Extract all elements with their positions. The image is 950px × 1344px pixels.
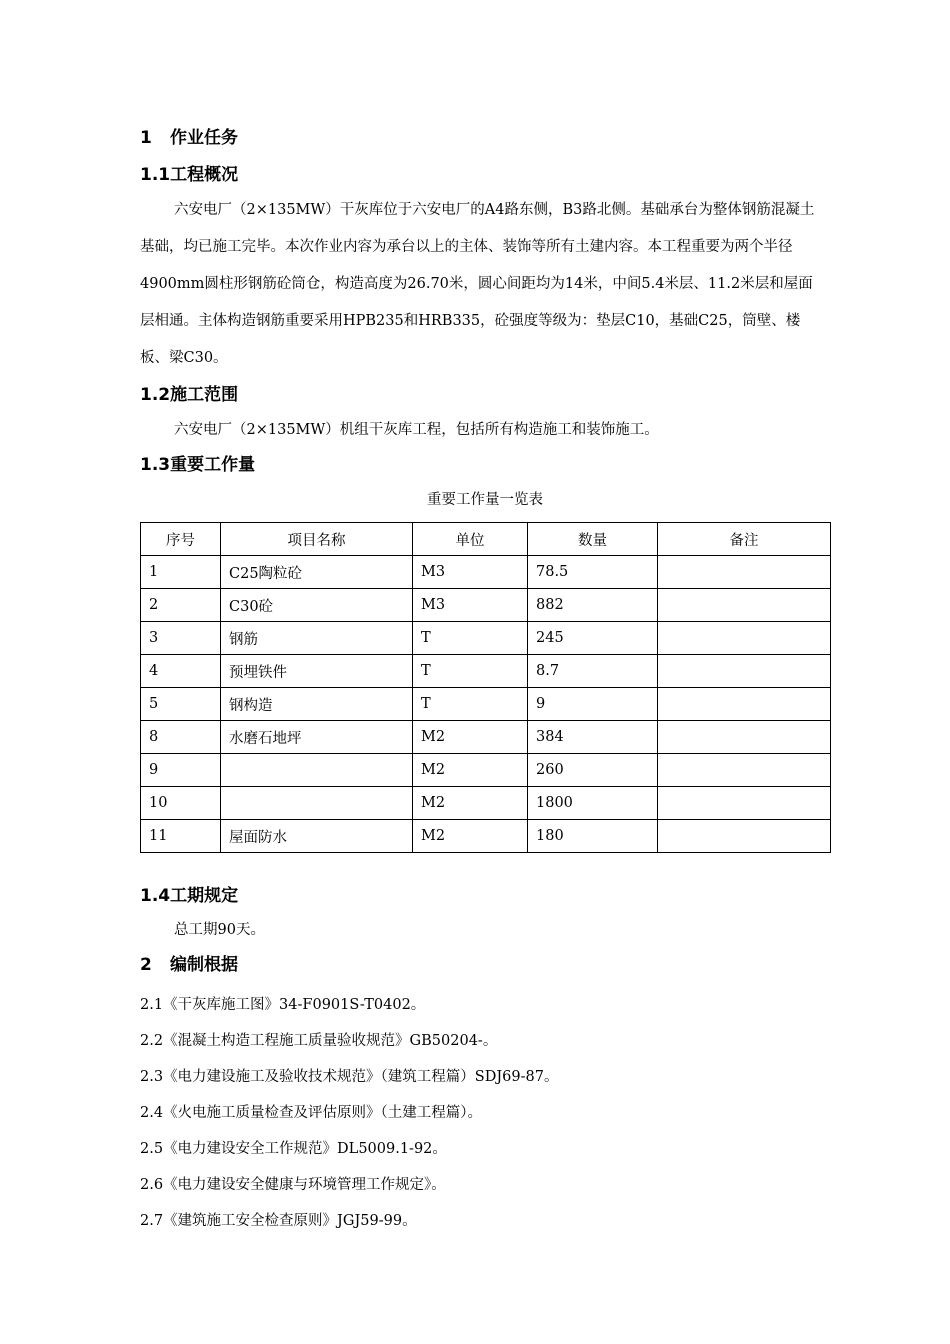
scope-paragraph: 六安电厂（2×135MW）机组干灰库工程，包括所有构造施工和装饰施工。: [174, 422, 659, 438]
schedule-paragraph: 总工期90天。: [174, 922, 265, 938]
table-cell: [221, 754, 413, 787]
table-cell: [658, 787, 831, 820]
section-1-1-heading: 1.1工程概况: [140, 165, 239, 185]
header-cell: 单位: [413, 523, 528, 556]
table-cell: 10: [141, 787, 221, 820]
table-cell: M2: [413, 721, 528, 754]
table-cell: [658, 721, 831, 754]
reference-item: 2.2《混凝土构造工程施工质量验收规范》GB50204-。: [140, 1033, 498, 1049]
table-cell: M2: [413, 820, 528, 853]
table-cell: 钢筋: [221, 622, 413, 655]
table-cell: 384: [528, 721, 658, 754]
table-cell: [658, 589, 831, 622]
section-title: 作业任务: [170, 128, 238, 148]
table-cell: 预埋铁件: [221, 655, 413, 688]
table-cell: M3: [413, 556, 528, 589]
table-cell: 245: [528, 622, 658, 655]
table-cell: C30砼: [221, 589, 413, 622]
header-cell: 项目名称: [221, 523, 413, 556]
table-row: [141, 589, 831, 622]
table-cell: [658, 556, 831, 589]
header-cell: 序号: [141, 523, 221, 556]
table-row: [141, 688, 831, 721]
table-cell: 屋面防水: [221, 820, 413, 853]
section-title: 编制根据: [170, 955, 238, 975]
table-cell: 8.7: [528, 655, 658, 688]
section-number: 2: [140, 955, 152, 975]
table-cell: 3: [141, 622, 221, 655]
section-1-4-heading: 1.4工期规定: [140, 886, 239, 906]
table-cell: C25陶粒砼: [221, 556, 413, 589]
table-cell: 1: [141, 556, 221, 589]
table-cell: 钢构造: [221, 688, 413, 721]
header-cell: 数量: [528, 523, 658, 556]
reference-item: 2.6《电力建设安全健康与环境管理工作规定》。: [140, 1177, 446, 1193]
table-cell: 11: [141, 820, 221, 853]
table-cell: 9: [528, 688, 658, 721]
table-cell: T: [413, 655, 528, 688]
table-cell: 水磨石地坪: [221, 721, 413, 754]
table-cell: [658, 754, 831, 787]
table-row: [141, 820, 831, 853]
reference-item: 2.3《电力建设施工及验收技术规范》（建筑工程篇）SDJ69-87。: [140, 1069, 559, 1085]
reference-item: 2.5《电力建设安全工作规范》DL5009.1-92。: [140, 1141, 447, 1157]
table-cell: T: [413, 688, 528, 721]
overview-paragraph: [140, 192, 820, 377]
table-cell: T: [413, 622, 528, 655]
table-cell: 1800: [528, 787, 658, 820]
section-1-3-heading: 1.3重要工作量: [140, 455, 256, 475]
reference-item: 2.1《干灰库施工图》34-F0901S-T0402。: [140, 997, 426, 1013]
reference-item: 2.7《建筑施工安全检查原则》JGJ59-99。: [140, 1213, 417, 1229]
table-cell: 4: [141, 655, 221, 688]
table-row: [141, 787, 831, 820]
table-cell: M2: [413, 787, 528, 820]
table-cell: 180: [528, 820, 658, 853]
reference-item: 2.4《火电施工质量检查及评估原则》（土建工程篇）。: [140, 1105, 483, 1121]
table-cell: 882: [528, 589, 658, 622]
reference-list: [140, 987, 830, 1239]
table-cell: M2: [413, 754, 528, 787]
table-cell: [658, 655, 831, 688]
table-cell: [658, 820, 831, 853]
table-cell: [221, 787, 413, 820]
table-row: [141, 754, 831, 787]
table-row: [141, 556, 831, 589]
section-2-heading: [140, 953, 238, 977]
table-cell: 2: [141, 589, 221, 622]
section-1-heading: [140, 126, 238, 150]
table-cell: [658, 622, 831, 655]
section-1-2-heading: 1.2施工范围: [140, 385, 239, 405]
table-cell: M3: [413, 589, 528, 622]
section-number: 1: [140, 128, 152, 148]
overview-text: 六安电厂（2×135MW）干灰库位于六安电厂的A4路东侧，B3路北侧。基础承台为整体钢筋混凝土基础，均已施工完毕。本次作业内容为承台以上的主体、装饰等所有土建内容。本工程重要为两个半径4900mm圆柱形钢筋砼筒仓，构造高度为26.70米，圆心间距均为14米，中间5.4米层、11.2米层和屋面层相通。主体构造钢筋重要采用HPB235和HRB335，砼强度等级为：垫层C10，基础C25，筒壁、楼板、梁C30。: [140, 202, 815, 366]
table-row: [141, 721, 831, 754]
table-header-row: [141, 523, 831, 556]
table-cell: 5: [141, 688, 221, 721]
table-cell: 260: [528, 754, 658, 787]
table-cell: 9: [141, 754, 221, 787]
workload-table: [140, 522, 831, 853]
header-cell: 备注: [658, 523, 831, 556]
table-caption: 重要工作量一览表: [427, 492, 543, 508]
table-row: [141, 622, 831, 655]
table-cell: 78.5: [528, 556, 658, 589]
table-cell: [658, 688, 831, 721]
table-cell: 8: [141, 721, 221, 754]
table-row: [141, 655, 831, 688]
